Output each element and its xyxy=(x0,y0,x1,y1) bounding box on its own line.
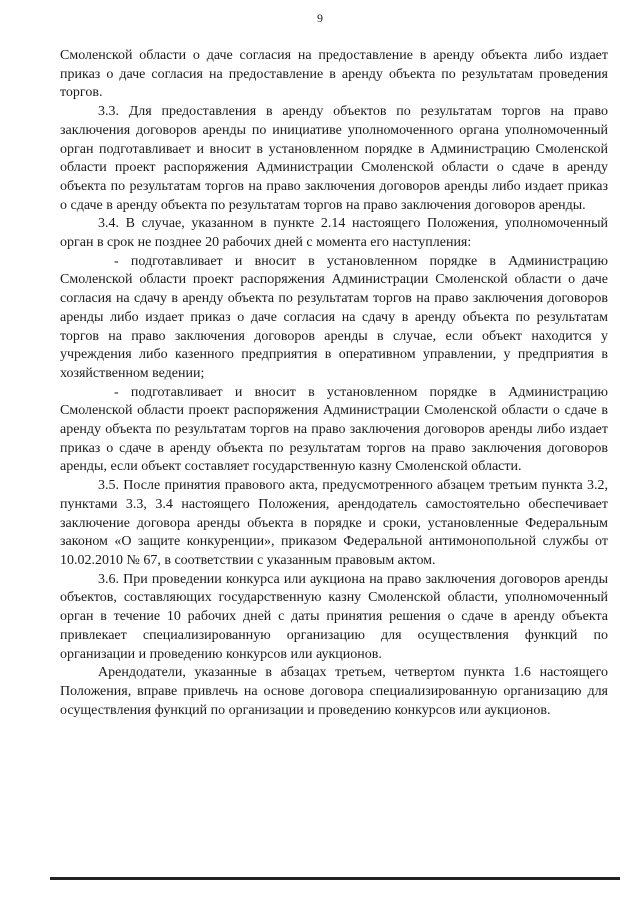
paragraph-continuation: Смоленской области о даче согласия на предоставление в аренду объекта либо издает приказ о даче согласия на предоставление в аренду объекта по результатам проведения торгов. xyxy=(60,48,608,101)
list-item-dash-2: - подготавливает и вносит в установленном порядке в Администрацию Смоленской области проект распоряжения Администрации Смоленской области о сдаче в аренду объекта по результатам торгов на право заключения договоров аренды либо издает приказ о сдаче в аренду объекта по результатам торгов на право заключения договоров аренды, если объект составляет государственную казну Смоленской области. xyxy=(60,384,608,475)
document-body xyxy=(60,47,608,720)
paragraph-3-4: 3.4. В случае, указанном в пункте 2.14 настоящего Положения, уполномоченный орган в срок не позднее 20 рабочих дней с момента его наступления: xyxy=(60,216,608,251)
list-item-dash-1: - подготавливает и вносит в установленном порядке в Администрацию Смоленской области проект распоряжения Администрации Смоленской области о даче согласия на сдачу в аренду объекта по результатам торгов на право заключения договоров аренды либо издает приказ о даче согласия на сдачу в аренду объекта по результатам торгов на право заключения договоров аренды в случае, если объект находится у учреждения либо казенного предприятия в оперативном управлении, у предприятия в хозяйственном ведении; xyxy=(60,253,608,381)
bottom-divider xyxy=(50,877,620,880)
paragraph-3-3: 3.3. Для предоставления в аренду объектов по результатам торгов на право заключения договоров аренды по инициативе уполномоченного органа уполномоченный орган подготавливает и вносит в установленном порядке в Администрацию Смоленской области проект распоряжения Администрации Смоленской области о сдаче в аренду объекта по результатам торгов на право заключения договоров аренды либо издает приказ о сдаче в аренду объекта по результатам торгов на право заключения договоров аренды. xyxy=(60,104,608,213)
paragraph-3-5: 3.5. После принятия правового акта, предусмотренного абзацем третьим пункта 3.2, пунктами 3.3, 3.4 настоящего Положения, арендодатель самостоятельно обеспечивает заключение договора аренды объекта в порядке и сроки, установленные Федеральным законом «О защите конкуренции», приказом Федеральной антимонопольной службы от 10.02.2010 № 67, в соответствии с указанным правовым актом. xyxy=(60,478,608,568)
paragraph-3-6: 3.6. При проведении конкурса или аукциона на право заключения договоров аренды объектов, составляющих государственную казну Смоленской области, уполномоченный орган в течение 10 рабочих дней с даты принятия решения о сдаче в аренду объекта привлекает специализированную организацию для осуществления функций по организации и проведению конкурсов или аукционов. xyxy=(60,571,608,662)
page-number: 9 xyxy=(317,11,323,25)
paragraph-lessors: Арендодатели, указанные в абзацах третьем, четвертом пункта 1.6 настоящего Положения, вправе привлечь на основе договора специализированную организацию для осуществления функций по организации и проведению конкурсов или аукционов. xyxy=(60,665,608,718)
